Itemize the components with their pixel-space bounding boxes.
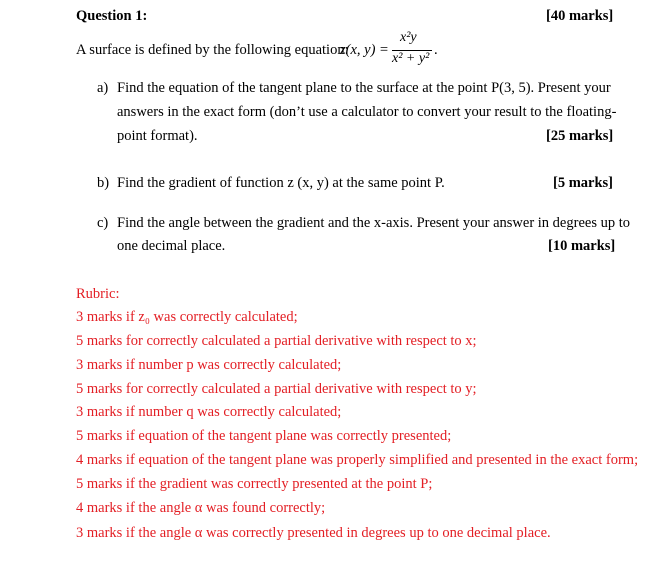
equation-fraction bbox=[392, 30, 436, 70]
rubric-item: 3 marks if number q was correctly calculated; bbox=[76, 404, 342, 420]
rubric-item: 5 marks if equation of the tangent plane was correctly presented; bbox=[76, 428, 452, 444]
part-b-label: b) bbox=[97, 175, 110, 191]
part-c-line2: one decimal place. bbox=[117, 238, 226, 254]
part-c-marks: [10 marks] bbox=[548, 238, 616, 254]
equation-end: . bbox=[434, 42, 438, 58]
rubric-item: 3 marks if the angle α was correctly presented in degrees up to one decimal place. bbox=[76, 525, 551, 541]
question-marks: [40 marks] bbox=[546, 8, 614, 24]
part-b-text: Find the gradient of function z (x, y) at the same point P. bbox=[117, 175, 445, 191]
part-c-line1: Find the angle between the gradient and the x-axis. Present your answer in degrees up to bbox=[117, 215, 630, 231]
equation-denominator: x² + y² bbox=[392, 51, 430, 66]
rubric-title: Rubric: bbox=[76, 286, 120, 302]
equation-numerator: x²y bbox=[400, 30, 417, 45]
rubric-item: 3 marks if z₀ was correctly calculated; bbox=[76, 309, 298, 325]
equation-lhs: z(x, y) = bbox=[340, 42, 389, 58]
rubric-item: 5 marks for correctly calculated a partial derivative with respect to x; bbox=[76, 333, 477, 349]
rubric-item: 4 marks if the angle α was found correctly; bbox=[76, 500, 326, 516]
part-a-marks: [25 marks] bbox=[546, 128, 614, 144]
part-a-label: a) bbox=[97, 80, 109, 96]
intro-text: A surface is defined by the following equation: bbox=[76, 42, 349, 58]
rubric-item: 5 marks if the gradient was correctly presented at the point P; bbox=[76, 476, 433, 492]
part-a-line1: Find the equation of the tangent plane to the surface at the point P(3, 5). Present your bbox=[117, 80, 611, 96]
rubric-item: 3 marks if number p was correctly calculated; bbox=[76, 357, 342, 373]
part-c-label: c) bbox=[97, 215, 109, 231]
part-a-line2: answers in the exact form (don’t use a calculator to convert your result to the floating- bbox=[117, 104, 617, 120]
rubric-item: 5 marks for correctly calculated a partial derivative with respect to y; bbox=[76, 381, 477, 397]
part-a-line3: point format). bbox=[117, 128, 198, 144]
rubric-item: 4 marks if equation of the tangent plane was properly simplified and presented in the exact form; bbox=[76, 452, 639, 468]
part-b-marks: [5 marks] bbox=[553, 175, 614, 191]
question-title: Question 1: bbox=[76, 8, 148, 24]
